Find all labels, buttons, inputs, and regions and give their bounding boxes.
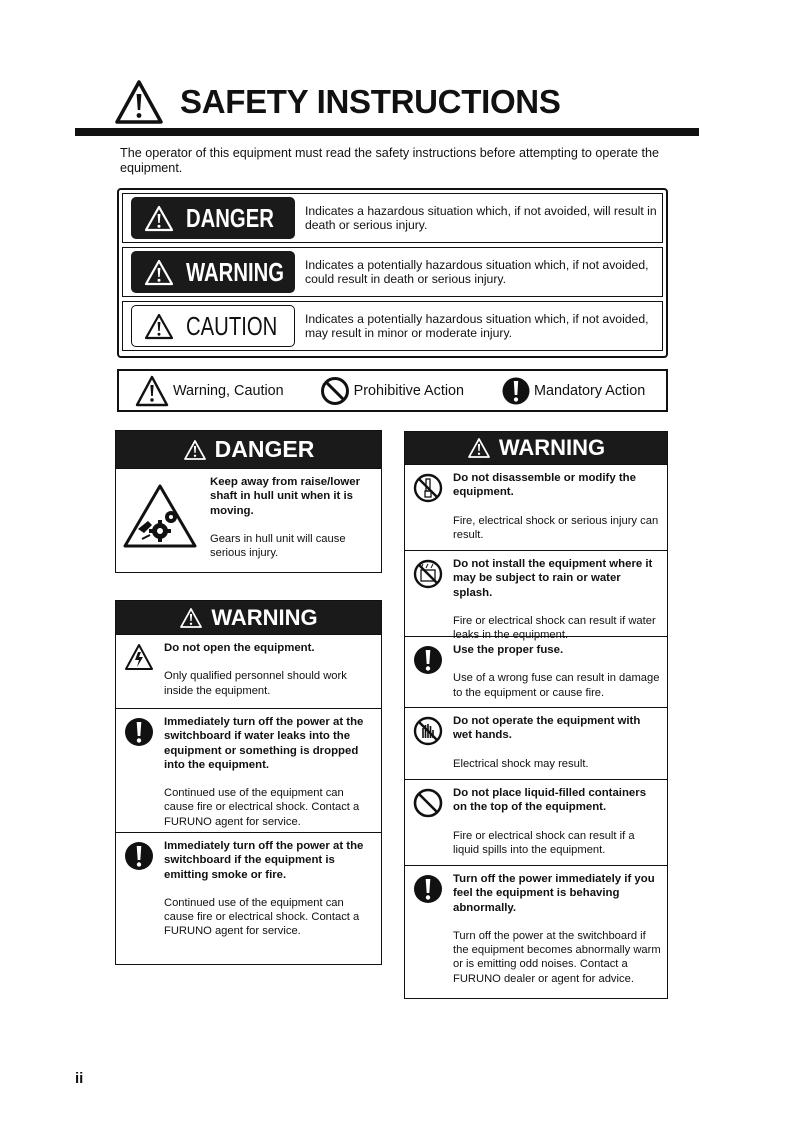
- warning-entry: [405, 636, 667, 707]
- prohibited-icon: [320, 376, 350, 406]
- entry-text: Use of a wrong fuse can result in damage to the equipment or cause fire.: [453, 672, 660, 699]
- entry-text: Fire, electrical shock or serious injury can result.: [453, 514, 659, 541]
- title-row: [114, 74, 561, 130]
- warning-triangle-icon: [179, 607, 203, 629]
- danger-panel: [115, 430, 382, 573]
- warning-entry: [405, 464, 667, 550]
- warning-entry: [116, 832, 381, 964]
- warning-panel-right: [404, 431, 668, 999]
- entry-text: Fire or electrical shock can result if water leaks in the equipment.: [453, 614, 656, 642]
- danger-entry: [116, 468, 381, 566]
- warning-panel-header: WARNING: [405, 432, 667, 464]
- warning-triangle-icon: [183, 439, 207, 461]
- gear-entanglement-icon: [122, 475, 198, 560]
- no-disassemble-icon: [413, 471, 443, 544]
- mandatory-icon: [502, 376, 530, 406]
- warning-entry: [405, 550, 667, 642]
- warning-panel-header: WARNING: [116, 601, 381, 634]
- warning-triangle-icon: [467, 437, 491, 459]
- entry-title: Immediately turn off the power at the switchboard if the equipment is emitting smoke or fire.: [164, 840, 364, 881]
- entry-title: Do not place liquid-filled containers on the top of the equipment.: [453, 787, 647, 814]
- mandatory-icon: [413, 872, 443, 989]
- warning-label: WARNING: [131, 251, 295, 293]
- mandatory-icon: [124, 715, 154, 826]
- intro-text: The operator of this equipment must read the safety instructions before attempting to operate the equipment.: [120, 146, 660, 175]
- entry-text: Only qualified personnel should work inside the equipment.: [164, 670, 347, 697]
- legend-desc-warning: Indicates a potentially hazardous situation which, if not avoided, could result in death or serious injury.: [305, 257, 649, 286]
- entry-text: Turn off the power at the switchboard if the equipment becomes abnormally warm or is emitting odd noises. Contact a FURUNO dealer or agent for advice.: [453, 929, 661, 985]
- symbol-legend: [117, 369, 668, 412]
- warning-entry: [405, 779, 667, 865]
- entry-text: Continued use of the equipment can cause fire or electrical shock. Contact a FURUNO agent for service.: [164, 787, 360, 828]
- mandatory-icon: [413, 643, 443, 701]
- warning-entry: [116, 708, 381, 832]
- entry-text: Fire or electrical shock can result if a liquid spills into the equipment.: [453, 829, 635, 856]
- entry-title: Use the proper fuse.: [453, 644, 564, 656]
- symbol-prohibitive: Prohibitive Action: [320, 376, 464, 406]
- danger-panel-header: DANGER: [116, 431, 381, 468]
- entry-title: Keep away from raise/lower shaft in hull unit when it is moving.: [210, 476, 361, 517]
- entry-title: Immediately turn off the power at the switchboard if water leaks into the equipment or something is dropped into the equipment.: [164, 716, 364, 771]
- warning-triangle-icon: [135, 375, 169, 407]
- entry-title: Do not install the equipment where it may be subject to rain or water splash.: [453, 558, 653, 599]
- entry-text: Continued use of the equipment can cause fire or electrical shock. Contact a FURUNO agent for service.: [164, 896, 360, 938]
- entry-title: Do not operate the equipment with wet hands.: [453, 715, 641, 742]
- electric-shock-icon: [124, 641, 154, 702]
- no-water-icon: [413, 557, 443, 630]
- prohibited-icon: [413, 786, 443, 859]
- mandatory-icon: [124, 839, 154, 958]
- symbol-mandatory: Mandatory Action: [502, 376, 645, 406]
- warning-panel-left: [115, 600, 382, 965]
- warning-triangle-icon: [144, 259, 174, 286]
- legend-desc-caution: Indicates a potentially hazardous situation which, if not avoided, may result in minor or moderate injury.: [305, 311, 649, 340]
- caution-label: CAUTION: [131, 305, 295, 347]
- legend-desc-danger: Indicates a hazardous situation which, if not avoided, will result in death or serious injury.: [305, 203, 657, 232]
- entry-text: Gears in hull unit will cause serious injury.: [210, 532, 346, 560]
- warning-entry: [405, 707, 667, 779]
- entry-text: Electrical shock may result.: [453, 757, 589, 770]
- entry-title: Do not open the equipment.: [164, 642, 315, 654]
- warning-entry: [405, 865, 667, 995]
- warning-triangle-icon: [144, 313, 174, 340]
- warning-triangle-icon: [144, 205, 174, 232]
- legend-row-danger: [122, 193, 663, 243]
- title-rule: [75, 128, 699, 136]
- legend-row-warning: [122, 247, 663, 297]
- entry-title: Turn off the power immediately if you feel the equipment is behaving abnormally.: [453, 873, 655, 914]
- page-title: SAFETY INSTRUCTIONS: [180, 83, 561, 120]
- symbol-warning-caution: Warning, Caution: [135, 375, 284, 407]
- danger-label: DANGER: [131, 197, 295, 239]
- warning-entry: [116, 634, 381, 708]
- entry-title: Do not disassemble or modify the equipment.: [453, 472, 636, 499]
- page-number: ii: [75, 1070, 84, 1087]
- no-wet-hands-icon: [413, 714, 443, 773]
- legend-row-caution: [122, 301, 663, 351]
- warning-triangle-icon: [114, 79, 164, 125]
- signal-word-legend: [117, 188, 668, 358]
